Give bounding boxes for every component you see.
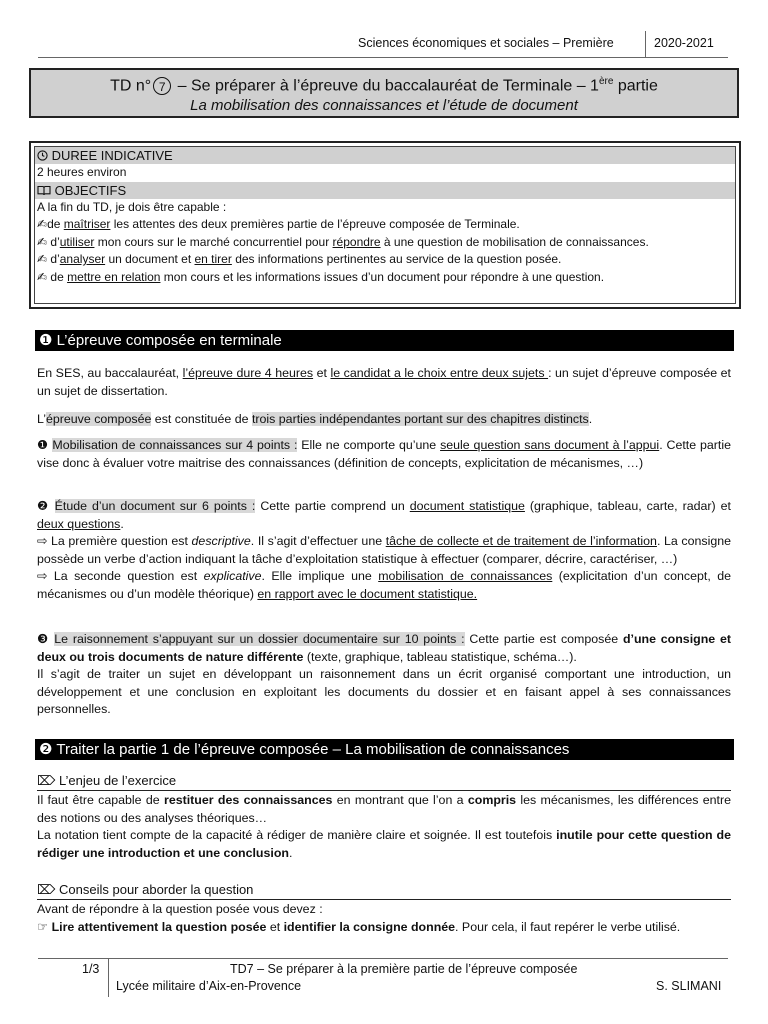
enjeu-text: Il faut être capable de restituer des connaissances en montrant que l’on a compris les mécanismes, les différences entre des notions ou des analyses théoriques… La notation tient compte de la capacité à rédiger de manière claire et soignée. Il est toutefois inutile pour cette question de rédiger une introduction et une conclusion. <box>37 793 732 860</box>
objectifs-intro: A la fin du TD, je dois être capable : <box>37 199 227 214</box>
objective-item: ✍de maîtriser les attentes des deux premières partie de l’épreuve composée de Terminale. <box>37 217 520 231</box>
writing-hand-icon: ✍ <box>37 252 48 266</box>
section1-part2: ❷ Étude d’un document sur 6 points : Cette partie comprend un document statistique (graphique, tableau, carte, radar) et deux questions. ⇨ La première question est descriptive. Il s’agit d’effectuer une tâche de collecte et de traitement de l’information. La consigne possède un verbe d’action indiquant la tâche d’exploitation statistique à effectuer (comparer, décrire, caractériser, …) ⇨ La seconde question est explicative. Elle implique une mobilisation de connaissances (explicitation d’un concept, de mécanismes ou d’un modèle théorique) en rapport avec le document statistique. <box>37 499 732 601</box>
header-divider <box>645 31 646 58</box>
pointing-hand-icon: ☞ <box>37 919 52 934</box>
section1-heading: ❶ L’épreuve composée en terminale <box>35 330 734 351</box>
page-subtitle: La mobilisation des connaissances et l’étude de document <box>190 97 578 115</box>
number-three-icon: ❸ <box>37 632 55 646</box>
footer-rule <box>38 958 728 959</box>
header-subject: Sciences économiques et sociales – Première <box>358 36 614 50</box>
conseils-text: Avant de répondre à la question posée vous devez : ☞ Lire attentivement la question posée et identifier la consigne donnée. Pour cela, il faut repérer le verbe utilisé. <box>37 902 681 934</box>
header-year: 2020-2021 <box>654 36 714 50</box>
arrow-right-icon: ⇨ <box>37 569 48 584</box>
section1-part1: ❶ Mobilisation de connaissances sur 4 points : Elle ne comporte qu’une seule question sans document à l’appui. Cette partie vise donc à évaluer votre maitrise des connaissances (définition de concepts, explicitation de mécanismes, …) <box>37 438 731 470</box>
objective-item: ✍ d’utiliser mon cours sur le marché concurrentiel pour répondre à une question de mobilisation de connaissances. <box>37 234 649 249</box>
page-title: TD n° 7 – Se préparer à l’épreuve du baccalauréat de Terminale – 1ère partie <box>110 76 658 95</box>
objective-item: ✍ de mettre en relation mon cours et les informations issues d’un document pour répondre à une question. <box>37 269 605 284</box>
duree-heading: DUREE INDICATIVE <box>35 147 735 164</box>
number-one-icon: ❶ <box>39 332 53 349</box>
writing-hand-icon: ✍ <box>37 269 48 284</box>
pencil-box-icon: ⌦ <box>37 773 56 788</box>
section1-para2: L’épreuve composée est constituée de trois parties indépendantes portant sur des chapitres distincts. <box>37 412 593 426</box>
page-number: 1/3 <box>82 962 100 976</box>
subheading-enjeu: ⌦ L’enjeu de l’exercice <box>37 773 731 791</box>
info-box <box>29 141 741 309</box>
writing-hand-icon: ✍ <box>37 217 48 231</box>
section1-part3: ❸ Le raisonnement s’appuyant sur un dossier documentaire sur 10 points : Cette partie est composée d’une consigne et deux ou trois documents de nature différente (texte, graphique, tableau statistique, schéma…). Il s’agit de traiter un sujet en développant un raisonnement dans un écrit organisé comportant une introduction, un développement et une conclusion en exploitant les documents du dossier et en faisant appel à ses connaissances personnelles. <box>37 632 731 717</box>
pencil-box-icon: ⌦ <box>37 882 56 897</box>
objectifs-heading: OBJECTIFS <box>35 182 735 199</box>
header-rule <box>38 57 728 58</box>
section2-heading: ❷ Traiter la partie 1 de l’épreuve composée – La mobilisation de connaissances <box>35 739 734 760</box>
writing-hand-icon: ✍ <box>37 234 48 249</box>
duree-value: 2 heures environ <box>37 165 127 179</box>
open-book-icon <box>37 185 51 196</box>
footer-divider <box>108 959 109 997</box>
objectifs-list <box>35 199 735 287</box>
footer-title: TD7 – Se préparer à la première partie de l’épreuve composée <box>230 962 578 976</box>
number-two-icon: ❷ <box>39 741 53 758</box>
number-two-icon: ❷ <box>37 499 55 513</box>
subheading-conseils: ⌦ Conseils pour aborder la question <box>37 882 731 900</box>
number-one-icon: ❶ <box>37 438 53 452</box>
footer-author: S. SLIMANI <box>656 979 722 993</box>
section1-para1: En SES, au baccalauréat, l’épreuve dure 4 heures et le candidat a le choix entre deux sujets : un sujet d’épreuve composée et un sujet de dissertation. <box>37 366 731 398</box>
arrow-right-icon: ⇨ <box>37 534 48 549</box>
objective-item: ✍ d’analyser un document et en tirer des informations pertinentes au service de la question posée. <box>37 252 562 266</box>
clock-icon <box>37 150 48 161</box>
title-box <box>29 68 739 118</box>
footer-school: Lycée militaire d’Aix-en-Provence <box>116 979 302 993</box>
td-number-badge: 7 <box>153 77 171 95</box>
